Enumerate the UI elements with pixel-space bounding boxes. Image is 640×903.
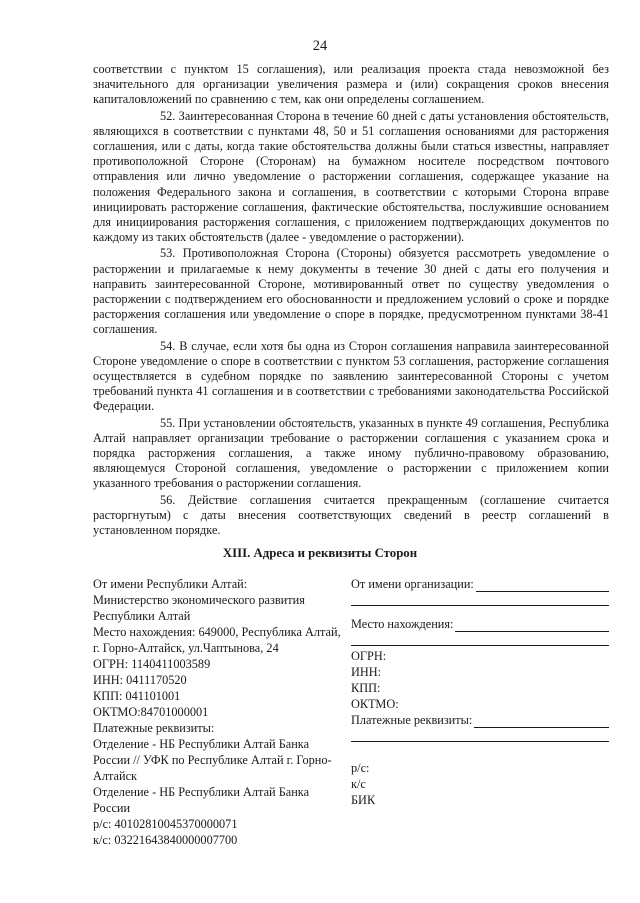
republic-address: Место нахождения: 649000, Республика Алтай, г. Горно-Алтайск, ул.Чаптынова, 24 bbox=[93, 625, 341, 655]
organization-ks: к/с bbox=[351, 777, 366, 791]
section-heading: XIII. Адреса и реквизиты Сторон bbox=[222, 546, 418, 560]
organization-address-row bbox=[351, 616, 609, 632]
paragraph-54: 54. В случае, если хотя бы одна из Сторон соглашения направила заинтересованной Стороне уведомление о споре в соответствии с пунктом 53 соглашения, расторжение соглашения осуществляется в судебном порядке по заявлению заинтересованной Стороны с учетом требований пункта 41 соглашения и в соответствии с требованиями законодательства Российской Федерации. bbox=[93, 338, 609, 414]
paragraph-56: 56. Действие соглашения считается прекращенным (соглашение считается расторгнутым) с даты внесения соответствующих сведений в реестр соглашений в установленном порядке. bbox=[93, 492, 609, 538]
republic-bank-1: Отделение - НБ Республики Алтай Банка России // УФК по Республике Алтай г. Горно-Алтайск bbox=[93, 737, 332, 783]
organization-bik: БИК bbox=[351, 793, 376, 807]
page-number: 24 bbox=[312, 38, 328, 54]
organization-kpp: КПП: bbox=[351, 681, 381, 695]
republic-ogrn: ОГРН: 1140411003589 bbox=[93, 657, 211, 671]
agreement-body bbox=[93, 62, 609, 539]
organization-requisites bbox=[351, 576, 609, 808]
organization-payment-label: Платежные реквизиты: bbox=[351, 713, 473, 727]
republic-rs: р/с: 40102810045370000071 bbox=[93, 817, 238, 831]
organization-address-blank-line bbox=[351, 632, 609, 646]
republic-kpp: КПП: 041101001 bbox=[93, 689, 181, 703]
organization-name-blank-line bbox=[351, 592, 609, 606]
organization-rs: р/с: bbox=[351, 761, 370, 775]
organization-oktmo: ОКТМО: bbox=[351, 697, 399, 711]
organization-header: От имени организации: bbox=[351, 577, 474, 591]
republic-bank-2: Отделение - НБ Республики Алтай Банка России bbox=[93, 785, 310, 815]
republic-ks: к/с: 03221643840000007700 bbox=[93, 833, 238, 847]
republic-inn: ИНН: 0411170520 bbox=[93, 673, 187, 687]
organization-name-blank bbox=[476, 580, 609, 592]
republic-requisites bbox=[93, 576, 343, 848]
paragraph-55: 55. При установлении обстоятельств, указанных в пункте 49 соглашения, Республика Алтай направляет организации требование о расторжении соглашения с указанием срока и порядка расторжения соглашения, а также иному публично-правовому образованию, являющемуся Стороной соглашения, уведомление о расторжении с приложением копии указанного требования о расторжении соглашения. bbox=[93, 415, 609, 491]
organization-address-blank bbox=[455, 620, 609, 632]
republic-payment-label: Платежные реквизиты: bbox=[93, 721, 215, 735]
paragraph-53: 53. Противоположная Сторона (Стороны) обязуется рассмотреть уведомление о расторжении и прилагаемые к нему документы в течение 30 дней с даты его получения и направить заинтересованной Стороне, мотивированный ответ по существу уведомления о расторжении с подтверждением его обоснованности и предложением условий о сроке и порядке расторжения соглашения или уведомление о споре в порядке, предусмотренном пунктами 38-41 соглашения. bbox=[93, 246, 609, 337]
organization-inn: ИНН: bbox=[351, 665, 382, 679]
organization-ogrn: ОГРН: bbox=[351, 649, 387, 663]
organization-payment-blank bbox=[474, 716, 609, 728]
republic-oktmo: ОКТМО:84701000001 bbox=[93, 705, 209, 719]
ministry-name: Министерство экономического развития Республики Алтай bbox=[93, 593, 305, 623]
organization-header-row bbox=[351, 576, 609, 592]
paragraph-52: 52. Заинтересованная Сторона в течение 60 дней с даты установления обстоятельств, являющихся в соответствии с пунктами 48, 50 и 51 соглашения основаниями для расторжения соглашения, или с даты, когда такие обстоятельства должны были статься известны, направляет противоположной Стороне (Сторонам) на бумажном носителе посредством почтового отправления или лично уведомление о расторжении соглашения, содержащее указание на положения Федерального закона и соглашения, в соответствии с которыми Сторона вправе инициировать расторжение соглашения, фактические обстоятельства, послужившие основанием для инициирования расторжения соглашения, с приложением подтверждающих документов по каждому из таких обстоятельств (далее - уведомление о расторжении). bbox=[93, 108, 609, 245]
organization-payment-row bbox=[351, 712, 609, 728]
republic-header: От имени Республики Алтай: bbox=[93, 577, 248, 591]
organization-address-label: Место нахождения: bbox=[351, 617, 454, 631]
organization-payment-blank-line bbox=[351, 728, 609, 742]
paragraph-continuation: соответствии с пунктом 15 соглашения), или реализация проекта стада невозможной без значительного для организации увеличения размера и (или) сокращения сроков внесения капиталовложений по сравнению с тем, как они определены соглашением. bbox=[93, 62, 609, 107]
